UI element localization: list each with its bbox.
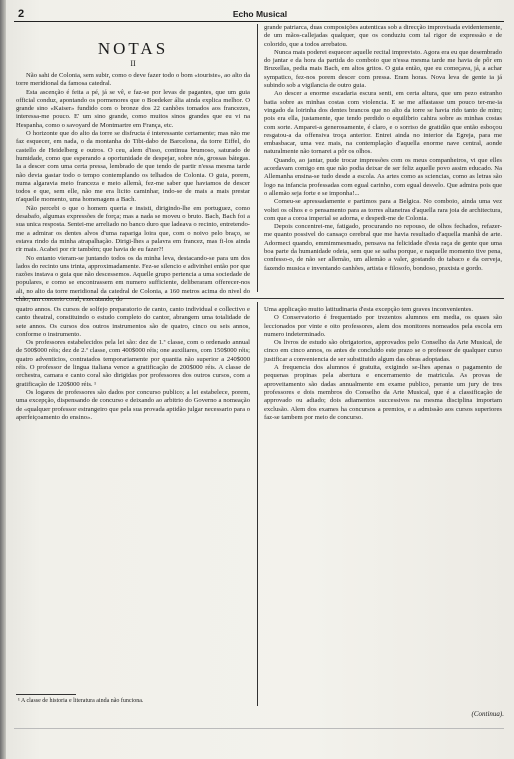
column-bottom-right xyxy=(264,306,502,706)
paragraph: Não sahi de Colonia, sem subir, como o deve fazer todo o bom «touriste», ao alto da torre meridional da famosa catedral. xyxy=(16,72,250,88)
column-divider-top xyxy=(257,24,258,292)
paragraph: Quando, ao jantar, pude trocar impressões com os meus companheiros, vi que elles acordavam comigo em que não podia deixar de ser feliz aquelle povo assim educado. Na Allemanha ensina-se tudo desde a escola. As artes como as sciencias, como as letras são logo na infancia professadas com egual carinho, com egual desvelo. Que admira pois que o allemão seja forte e se imponha!... xyxy=(264,156,502,197)
paragraph: Comeu-se apressadamente e partimos para a Belgica. No comboio, ainda uma vez voltei os olhos e o pensamento para as torres altaneiras d'aquella rara joia de architectura, com que a coroa imperial se adorna, e despedi-me de Colonia. xyxy=(264,198,502,222)
continued-notice: (Continua). xyxy=(471,710,504,718)
page-binding-edge xyxy=(0,0,6,759)
paragraph: A frequencia dos alumnos é gratuita, exigindo se-lhes apenas o pagamento de pequenas propinas pela abertura e encerramento de matricula. As provas de aproveitamento são dadas annualmente em exame publico, perante um jury de tres professores e dois membros do Conselho da Arte Musical, que é a classificação de approvado ou adiado; dois adiamentos successivos na mesma disciplina importam exclusão. Alem dos exames ha concursos a premios, e a admissão aos cursos superiores faz-se tambem por meio de concurso. xyxy=(264,364,502,421)
paragraph: Os livros de estudo são obrigatorios, approvados pelo Conselho da Arte Musical, de cinco em cinco annos, os antes de concluido este prazo se o professor de qualquer curso justificar a conveniencia de ser substituido algum das obras adoptadas. xyxy=(264,339,502,363)
footnote: ¹ A classe de historia e literatura ainda não funciona. xyxy=(18,698,144,704)
paragraph: Nunca mais poderei esquecer aquelle recital imprevisto. Agora era eu que desembrado do jantar e da hora da partida do comboio que n'essa mesma tarde me havia de pôr em Bruxellas, pedia mais Bach, em altos gritos. O guia então, que eu começava, já, a achar sympatico, fez-nos porem descer com pressa. Eram horas. Nova leva de gente ia já subindo sob a vigilancia de outro guia. xyxy=(264,48,502,90)
section-divider xyxy=(14,298,504,299)
footnote-rule xyxy=(16,694,76,695)
column-divider-bottom xyxy=(257,302,258,706)
column-bottom-left xyxy=(16,306,250,488)
paragraph: Os professores estabelecidos pela lei são: dez de 1.ª classe, com o ordenado annual de 500$000 réis; dez de 2.ª classe, com 400$000 réis; one auxiliares, com 150$000 réis; quatro adventicios, contratados temporariamente por quantia não superior a 240$000 réis. O professor de lingua italiana vence a gratificação de 200$000 réis. A classe de orchestra, camara e canto coral são dirigidas por professores dos outros cursos, com a gratificação de 120$000 réis. ¹ xyxy=(16,339,250,388)
journal-title: Echo Musical xyxy=(232,9,288,19)
paragraph: Uma applicação muito latitudinaria d'esta excepção tem graves inconvenientes. xyxy=(264,306,473,313)
paragraph: quatro annos. Os cursos de solfejo preparatorio de canto, canto individual e collectivo e canto theatral, constituindo o estudo completo do cantor, abrangem uma totalidade de sete annos. Os cursos dos outros instrumentos são de quatro, cinco ou seis annos, conforme o instrumento. xyxy=(16,306,250,338)
article-title: NOTAS xyxy=(97,39,169,58)
page-bottom-edge xyxy=(14,728,504,729)
column-top-left xyxy=(16,72,250,304)
paragraph: No entanto vieram-se juntando todos os da minha leva, destacando-se para um dos lados do recinto uns trinta, approximadamente. Fez-se silencio e adivinhei então por que razões instava o guia que não descessemos. Aquelle grupo pertencia a uma sociedade de populares, e como se encontrassem em numero sufficiente, deliberaram offerecer-nos ali, no alto da torre meridional da catedral de Colonia, a 160 metros acima do nivel do chão, um concerto coral, executando, do xyxy=(16,254,250,304)
paragraph: Depois concentrei-me, fatigado, procurando no repouso, de olhos fechados, refazer-me quanto possivel do cansaço cerebral que me havia resultado d'aquella manhã de arte. Adormeci quando, emmimmesmado, pensava na felicidade d'esta raça de gente que uma boa parte da humanidade odeia, sem que se saiba porque, e naquelle momento tive pena, confesso-o, de não ser allemão, um allemão a valer, gostando do tabaco e da cerveja, fazendo musica e inventando canhões, artista e filosofo, bondoso, praxista e gordo. xyxy=(264,223,502,272)
paragraph: Não percebi o que o homem queria e insisti, dirigindo-lhe em portuguez, como desabafo, algumas expressões de força; mas a nada se moveu o bruto. Bach, Bach foi a sua unica resposta. Sentei-me arreliado no banco duro que ladeava o recinto, entretendo-me a admirar os dentes alvos d'uma rapariga loira que, com o noivo pelo braço, se estava rindo da minha atrapalhação. Dirigi-lhes a palavra em francez, mas fi-los ainda rir mais. Acabei por rir também; que havia de eu fazer?! xyxy=(16,204,250,254)
paragraph: Esta ascenção é feita a pé, já se vê, e faz-se por levas de pagantes, que um guia official conduz, apontando os pormenores que o Boedeker ália ainda explica melhor. O grande sino «Kaiser» fundido com o bronze dos 22 canhões tomados aos francezes, interessa-me pouco. E' um sino grande, como muitos sinos grandes que eu vi na Hespanha, como o savoyard de Montmartre em França, etc. xyxy=(16,88,250,129)
paragraph: O Conservatorio é frequentado por trezentos alumnos em media, os quaes são leccionados por vinte e oito professores, alem dos monitores nomeados pela escola em numero indeterminado. xyxy=(264,314,502,338)
article-section-number: II xyxy=(130,59,136,68)
page-header xyxy=(14,6,506,26)
column-top-right xyxy=(264,24,502,292)
paragraph: O horizonte que do alto da torre se disfructa é interessante certamente; mas não me faz esquecer, em nada, o da montanha do Tibi-dabo de Barcelona, da torre Eiffel, do castello de Heidelberg e outros. O ceu, alem d'isso, continua brumoso, saturado de humidade, como que esperando a oportunidade de despejar, sobre nós, grossas bátegas. Ia a descer com uma certa pressa, lembrado de que tendo de partir n'essa mesma tarde não devia gastar todo o tempo contemplando os telhados de Colonia. O guia, porem, numa algaravia meio franceza e meio allemã, fez-me saber que haviamos de descer todos e que, sem elle, não me era licito caminhar, indo-se de mais a mais prestar n'aquelle momento, uma homenagem a Bach. xyxy=(16,130,250,204)
paragraph: Os logares de professores são dados por concurso publico; a lei estabelece, porem, uma excepção, dispensando de concurso e deixando ao arbitrio do Governo a nomeação de «qualquer professor estrangeiro que pela sua provada aptidão julgar necessario para o aperfeiçoamento do ensino». xyxy=(16,388,250,421)
paragraph: Ao descer a enorme escadaria escura senti, em certa altura, que um pezo estranho batia sobre as minhas costas com violencia. E se me affastasse um pouco ter-me-ia vingado da loirinha dos dentes brancos que no alto da torre se havia rido tanto de mim; pois era ella, justamente, que tendo perdido o equilibrio cahira sobre as minhas costas com sorte. Amparei-a generosamente, é claro, e o sorriso de gratidão que então esboçou resgatou-a da offensiva troça anterior. Entrei ainda no interior da Egreja, para me embasbacar, uma vez mais, na contemplação d'aquella enorme nave central, aonde naturalmente não tornarei a pôr os olhos. xyxy=(264,90,502,156)
page-number: 2 xyxy=(18,8,25,20)
header-rule xyxy=(14,21,504,22)
paragraph: grande patriarca, duas composições autenticas sob a direcção improvisada evidentemente, de um mãos-callejadas qualquer, que os conduziu com tal rigor de expressão e de colorido, que a todos arrebatou. xyxy=(264,24,502,48)
